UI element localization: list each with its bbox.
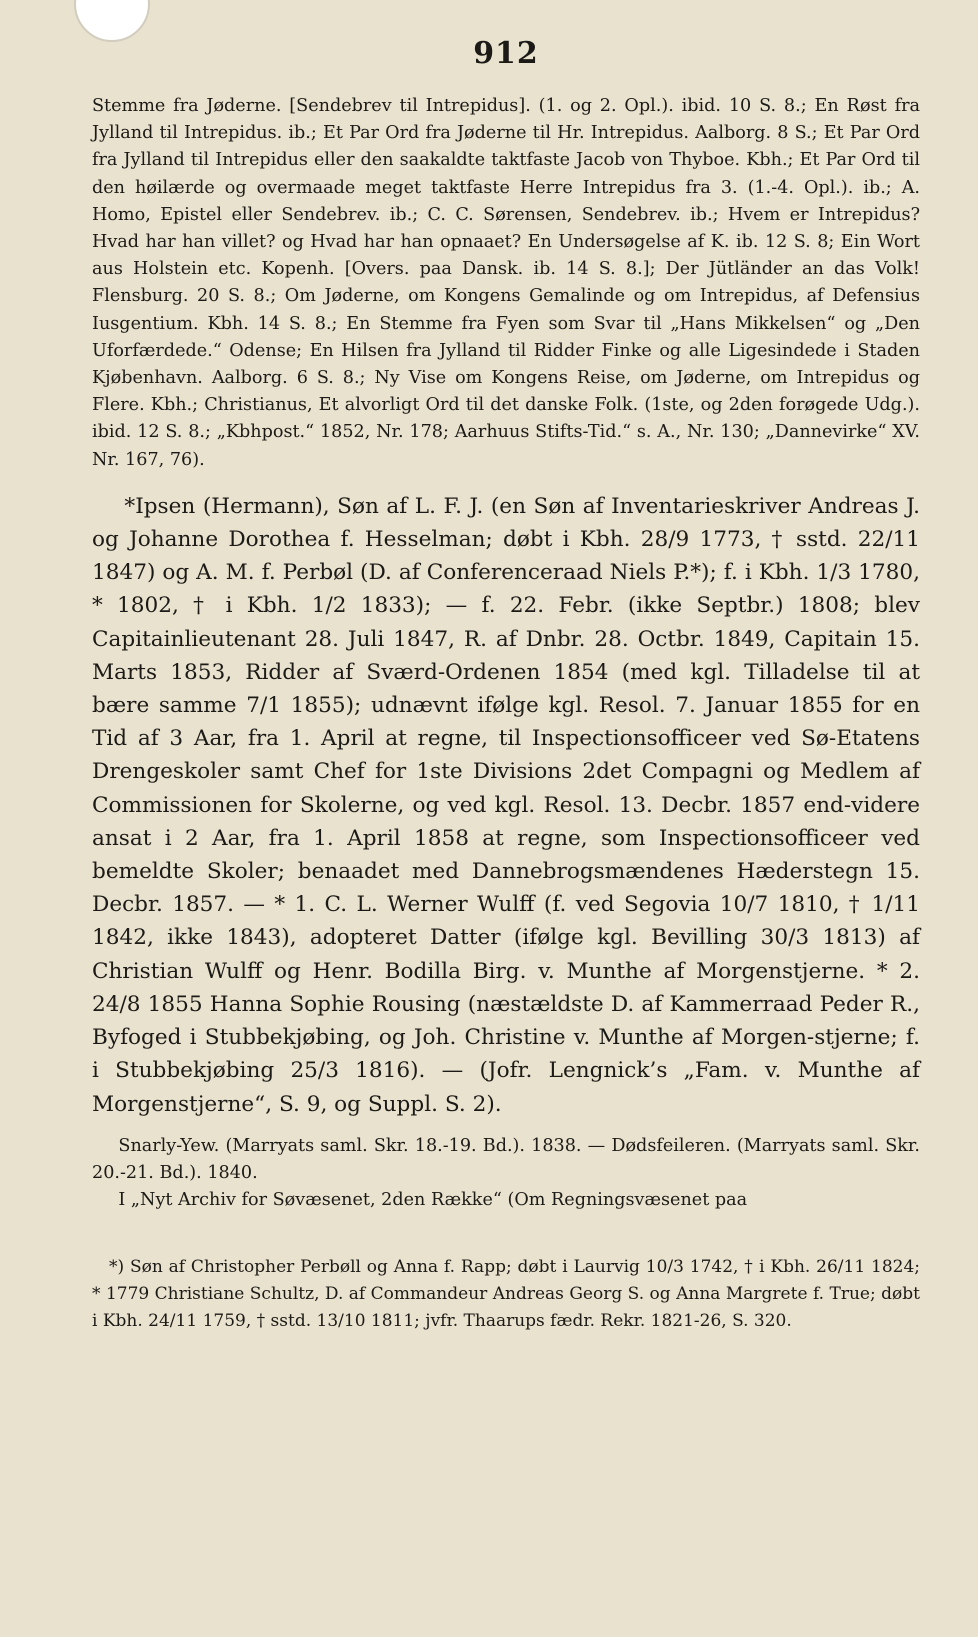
- paragraph-pamphlet-list: Stemme fra Jøderne. [Sendebrev til Intrepidus]. (1. og 2. Opl.). ibid. 10 S. 8.; En Røst fra Jylland til Intrepidus. ib.; Et Par Ord fra Jøderne til Hr. Intrepidus. Aalborg. 8 S.; Et Par Ord fra Jylland til Intrepidus eller den saakaldte taktfaste Jacob von Thyboe. Kbh.; Et Par Ord til den høilærde og overmaade meget taktfaste Herre Intrepidus fra 3. (1.-4. Opl.). ib.; A. Homo, Epistel eller Sendebrev. ib.; C. C. Sørensen, Sendebrev. ib.; Hvem er Intrepidus? Hvad har han villet? og Hvad har han opnaaet? En Undersøgelse af K. ib. 12 S. 8; Ein Wort aus Holstein etc. Kopenh. [Overs. paa Dansk. ib. 14 S. 8.]; Der Jütländer an das Volk! Flensburg. 20 S. 8.; Om Jøderne, om Kongens Gemalinde og om Intrepidus, af Defensius Iusgentium. Kbh. 14 S. 8.; En Stemme fra Fyen som Svar til „Hans Mikkelsen“ og „Den Uforfærdede.“ Odense; En Hilsen fra Jylland til Ridder Finke og alle Ligesindede i Staden Kjøbenhavn. Aalborg. 6 S. 8.; Ny Vise om Kongens Reise, om Jøderne, om Intrepidus og Flere. Kbh.; Christianus, Et alvorligt Ord til det danske Folk. (1ste, og 2den forøgede Udg.). ibid. 12 S. 8.; „Kbhpost.“ 1852, Nr. 178; Aarhuus Stifts-Tid.“ s. A., Nr. 130; „Dannevirke“ XV. Nr. 167, 76).: [92, 96, 920, 470]
- page-number: 912: [473, 36, 539, 71]
- footnote-spacer: [92, 1214, 920, 1254]
- paragraph-archive: I „Nyt Archiv for Søvæsenet, 2den Række“ (Om Regningsvæsenet paa: [118, 1190, 748, 1211]
- paragraph-ipsen-entry: *Ipsen (Hermann), Søn af L. F. J. (en Søn af Inventarieskriver Andreas J. og Johanne Dorothea f. Hesselman; døbt i Kbh. 28/9 1773, † sstd. 22/11 1847) og A. M. f. Perbøl (D. af Conferenceraad Niels P.*); f. i Kbh. 1/3 1780, * 1802, † i Kbh. 1/2 1833); — f. 22. Febr. (ikke Septbr.) 1808; blev Capitainlieutenant 28. Juli 1847, R. af Dnbr. 28. Octbr. 1849, Capitain 15. Marts 1853, Ridder af Sværd-Ordenen 1854 (med kgl. Tilladelse til at bære samme 7/1 1855); udnævnt ifølge kgl. Resol. 7. Januar 1855 for en Tid af 3 Aar, fra 1. April at regne, til Inspectionsofficeer ved Sø-Etatens Drengeskoler samt Chef for 1ste Divisions 2det Compagni og Medlem af Commissionen for Skolerne, og ved kgl. Resol. 13. Decbr. 1857 end-videre ansat i 2 Aar, fra 1. April 1858 at regne, som Inspectionsofficeer ved bemeldte Skoler; benaadet med Dannebrogsmændenes Hæderstegn 15. Decbr. 1857. — * 1. C. L. Werner Wulff (f. ved Segovia 10/7 1810, † 1/11 1842, ikke 1843), adopteret Datter (ifølge kgl. Bevilling 30/3 1813) af Christian Wulff og Henr. Bodilla Birg. v. Munthe af Morgenstjerne. * 2. 24/8 1855 Hanna Sophie Rousing (næstældste D. af Kammerraad Peder R., Byfoged i Stubbekjøbing, og Joh. Christine v. Munthe af Morgen-stjerne; f. i Stubbekjøbing 25/3 1816). — (Jofr. Lengnick’s „Fam. v. Munthe af Morgenstjerne“, S. 9, og Suppl. S. 2).: [92, 493, 920, 1117]
- footnote: *) Søn af Christopher Perbøll og Anna f. Rapp; døbt i Laurvig 10/3 1742, † i Kbh. 26/11 1824; * 1779 Christiane Schultz, D. af Commandeur Andreas Georg S. og Anna Margrete f. True; døbt i Kbh. 24/11 1759, † sstd. 13/10 1811; jvfr. Thaarups fædr. Rekr. 1821-26, S. 320.: [92, 1257, 920, 1332]
- paragraph-translations: Snarly-Yew. (Marryats saml. Skr. 18.-19. Bd.). 1838. — Dødsfeileren. (Marryats saml. Skr. 20.-21. Bd.). 1840.: [92, 1135, 920, 1183]
